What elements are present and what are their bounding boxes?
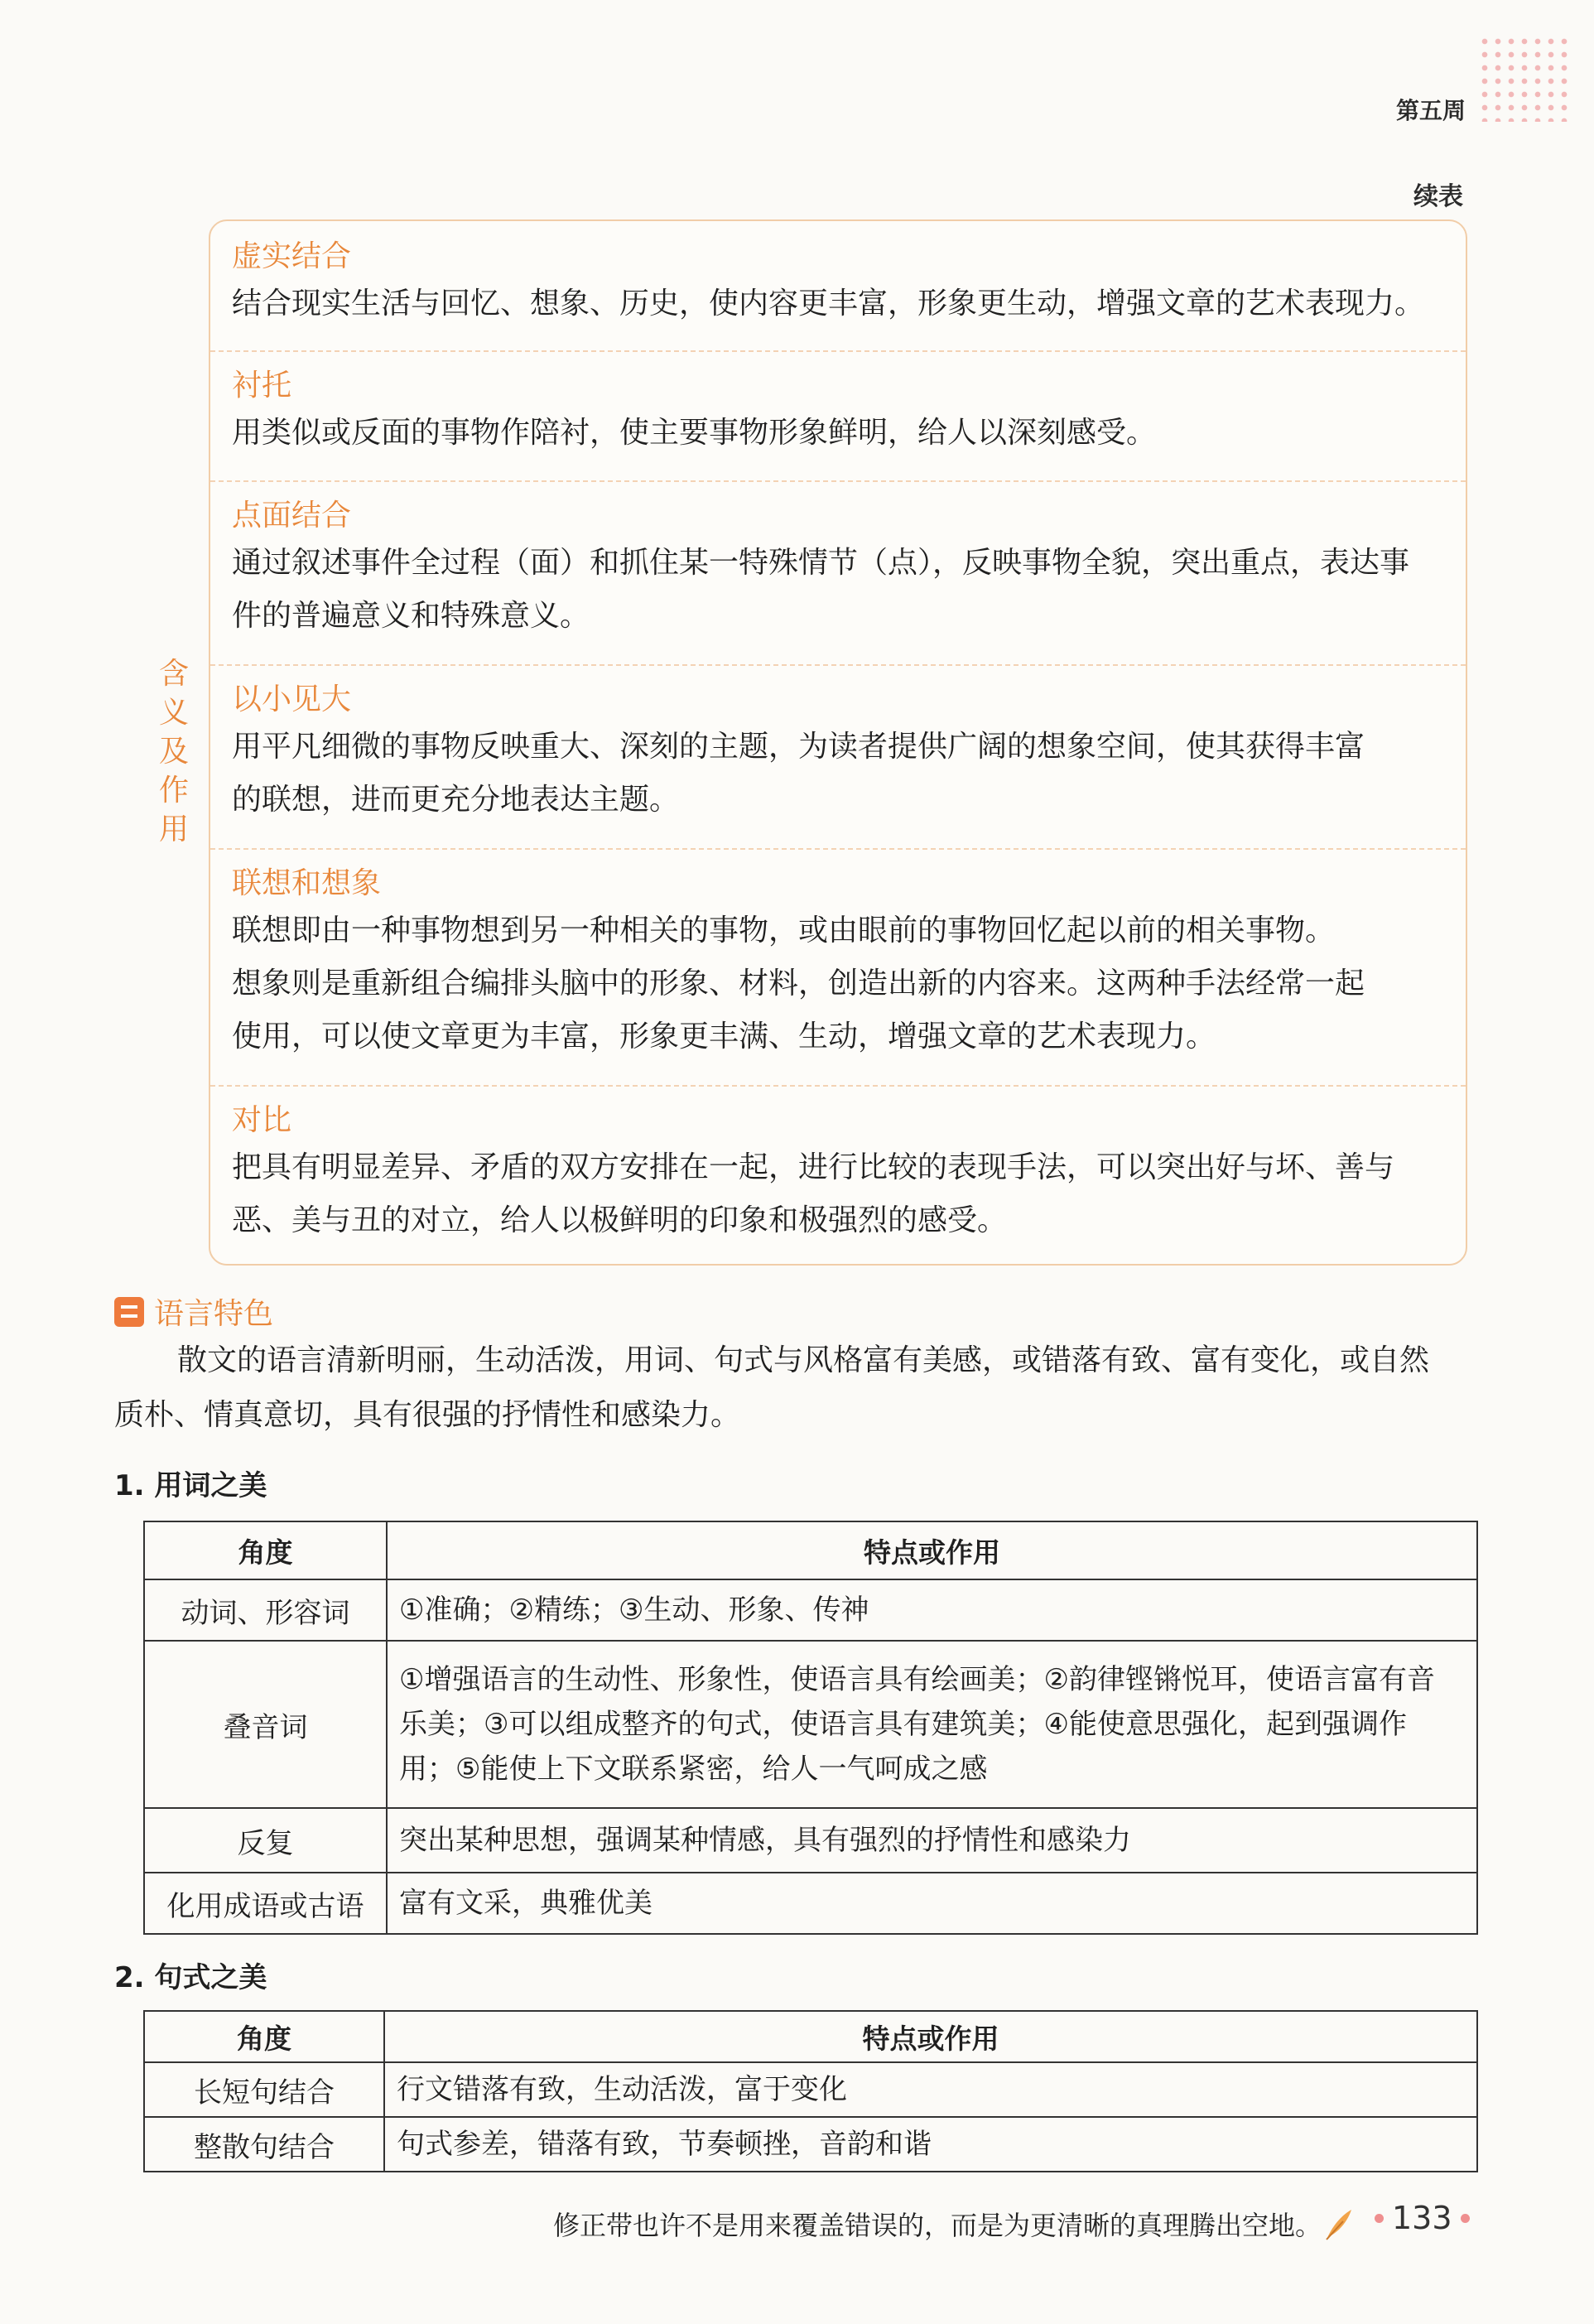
section-text: 通过叙述事件全过程（面）和抓住某一特殊情节（点），反映事物全貌，突出重点，表达事: [232, 546, 1410, 580]
section-text: 件的普遍意义和特殊意义。: [232, 599, 590, 633]
section-title: 虚实结合: [232, 239, 352, 273]
section-yixiao: [210, 668, 1466, 850]
section-text: 用类似或反面的事物作陪衬，使主要事物形象鲜明，给人以深刻感受。: [232, 416, 1157, 450]
section-text: 联想即由一种事物想到另一种相关的事物，或由眼前的事物回忆起以前的相关事物。: [232, 914, 1336, 947]
section-title: 联想和想象: [232, 866, 382, 900]
language-heading: 语言特色: [114, 1290, 273, 1333]
table-row: 动词、形容词 ①准确；②精练；③生动、形象、传神: [144, 1579, 1477, 1641]
language-intro: 散文的语言清新明丽，生动活泼，用词、句式与风格富有美感，或错落有致、富有变化，或自然 质朴、情真意切，具有很强的抒情性和感染力。: [114, 1343, 1430, 1432]
table-row: 叠音词 ①增强语言的生动性、形象性，使语言具有绘画美；②韵律铿锵悦耳，使语言富有音 乐美；③可以组成整齐的句式，使语言具有建筑美；④能使意思强化，起到强调作 用；⑤能使上下文联系紧密，给人一气呵成之感: [144, 1641, 1477, 1808]
footer-quote: 修正带也许不是用来覆盖错误的，而是为更清晰的真理腾出空地。: [553, 2210, 1322, 2241]
section-title: 衬托: [232, 369, 292, 403]
word-beauty-table: [143, 1521, 1478, 1935]
section-text: 把具有明显差异、矛盾的双方安排在一起，进行比较的表现手法，可以突出好与坏、善与: [232, 1150, 1395, 1184]
section-title: 以小见大: [232, 682, 352, 716]
page-number: 133: [1375, 2200, 1470, 2236]
section-lianxiang: [210, 851, 1466, 1087]
table-row: 反复 突出某种思想，强调某种情感，具有强烈的抒情性和感染力: [144, 1808, 1477, 1873]
panel-side-label: 含 义 及 作 用: [158, 657, 189, 846]
table2-title: 2. 句式之美: [114, 1961, 267, 1994]
section-text: 想象则是重新组合编排头脑中的形象、材料，创造出新的内容来。这两种手法经常一起: [232, 967, 1365, 1000]
table-row: 化用成语或古语 富有文采，典雅优美: [144, 1873, 1477, 1934]
sentence-beauty-table: [143, 2010, 1478, 2172]
section-chentuo: [210, 354, 1466, 482]
section-text: 用平凡细微的事物反映重大、深刻的主题，为读者提供广阔的想象空间，使其获得丰富: [232, 730, 1365, 764]
section-dianmian: [210, 484, 1466, 666]
section-text: 结合现实生活与回忆、想象、历史，使内容更丰富，形象更生动，增强文章的艺术表现力。: [232, 287, 1425, 321]
feather-pen-icon: [1323, 2206, 1355, 2241]
week-label: 第五周: [1395, 97, 1466, 124]
section-text: 使用，可以使文章更为丰富，形象更丰满、生动，增强文章的艺术表现力。: [232, 1020, 1216, 1054]
section-xushi: [210, 236, 1466, 352]
section-text: 恶、美与丑的对立，给人以极鲜明的印象和极强烈的感受。: [232, 1203, 1008, 1237]
page-dot-left: [1375, 2214, 1384, 2223]
table-header-row: 角度 特点或作用: [144, 2011, 1477, 2062]
techniques-panel: [209, 219, 1467, 1266]
table1-title: 1. 用词之美: [114, 1469, 267, 1502]
page-dot-right: [1461, 2214, 1470, 2223]
section-duibi: [210, 1088, 1466, 1262]
section-title: 点面结合: [232, 499, 352, 533]
section-title: 对比: [232, 1103, 292, 1137]
section-text: 的联想，进而更充分地表达主题。: [232, 783, 680, 817]
table-row: 整散句结合 句式参差，错落有致，节奏顿挫，音韵和谐: [144, 2117, 1477, 2172]
decorative-dot-pattern: [1478, 35, 1569, 122]
continued-label: 续表: [1413, 182, 1463, 211]
table-row: 长短句结合 行文错落有致，生动活泼，富于变化: [144, 2062, 1477, 2117]
number-two-icon: [114, 1297, 144, 1327]
table-header-row: 角度 特点或作用: [144, 1521, 1477, 1579]
